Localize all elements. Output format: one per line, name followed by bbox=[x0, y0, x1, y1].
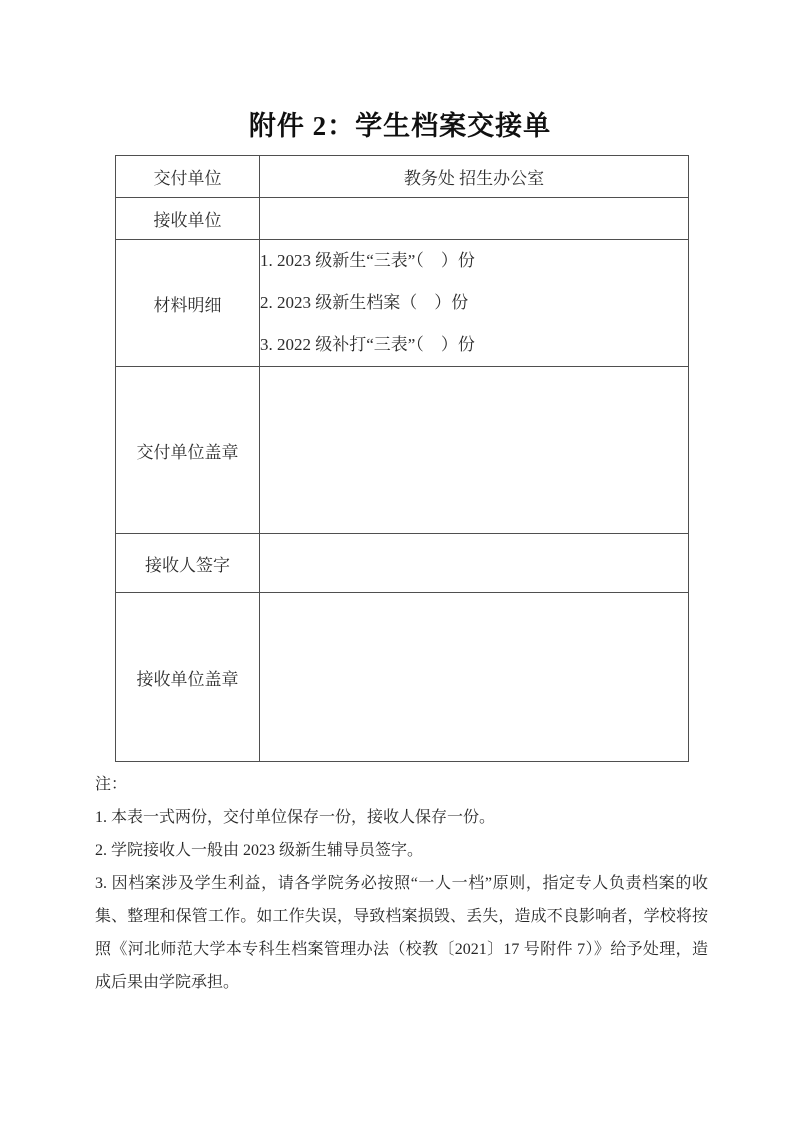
table-row-receive-unit bbox=[116, 198, 689, 240]
material-item-2: 2. 2023 级新生档案（ ）份 bbox=[260, 293, 469, 312]
label-deliver-stamp: 交付单位盖章 bbox=[116, 367, 260, 534]
label-receiver-signature: 接收人签字 bbox=[116, 534, 260, 593]
table-row-deliver-stamp bbox=[116, 367, 689, 534]
table-row-deliver-unit bbox=[116, 156, 689, 198]
label-material-detail: 材料明细 bbox=[116, 240, 260, 367]
label-deliver-unit: 交付单位 bbox=[116, 156, 260, 198]
label-receive-unit: 接收单位 bbox=[116, 198, 260, 240]
label-receive-stamp: 接收单位盖章 bbox=[116, 593, 260, 762]
cell-receive-unit-blank bbox=[260, 198, 689, 240]
notes-section bbox=[95, 768, 708, 999]
table-row-receiver-signature bbox=[116, 534, 689, 593]
cell-deliver-unit-value: 教务处 招生办公室 bbox=[260, 156, 689, 198]
notes-heading: 注： bbox=[95, 776, 128, 793]
cell-receive-stamp-blank bbox=[260, 593, 689, 762]
table-row-material-detail bbox=[116, 240, 689, 367]
page-title: 附件 2：学生档案交接单 bbox=[248, 111, 552, 141]
table-row-receive-stamp bbox=[116, 593, 689, 762]
note-item-1: 1. 本表一式两份，交付单位保存一份，接收人保存一份。 bbox=[95, 809, 496, 826]
cell-deliver-stamp-blank bbox=[260, 367, 689, 534]
note-item-2: 2. 学院接收人一般由 2023 级新生辅导员签字。 bbox=[95, 842, 424, 859]
handover-table bbox=[115, 155, 689, 762]
material-item-3: 3. 2022 级补打“三表”（ ）份 bbox=[260, 335, 475, 354]
note-item-3: 3. 因档案涉及学生利益，请各学院务必按照“一人一档”原则，指定专人负责档案的收集、整理和保管工作。如工作失误，导致档案损毁、丢失，造成不良影响者，学校将按照《河北师范大学本专科生档案管理办法（校教〔2021〕17 号附件 7）》给予处理，造成后果由学院承担。 bbox=[95, 875, 708, 991]
material-item-1: 1. 2023 级新生“三表”（ ）份 bbox=[260, 251, 475, 270]
cell-receiver-signature-blank bbox=[260, 534, 689, 593]
cell-material-items bbox=[260, 240, 689, 367]
